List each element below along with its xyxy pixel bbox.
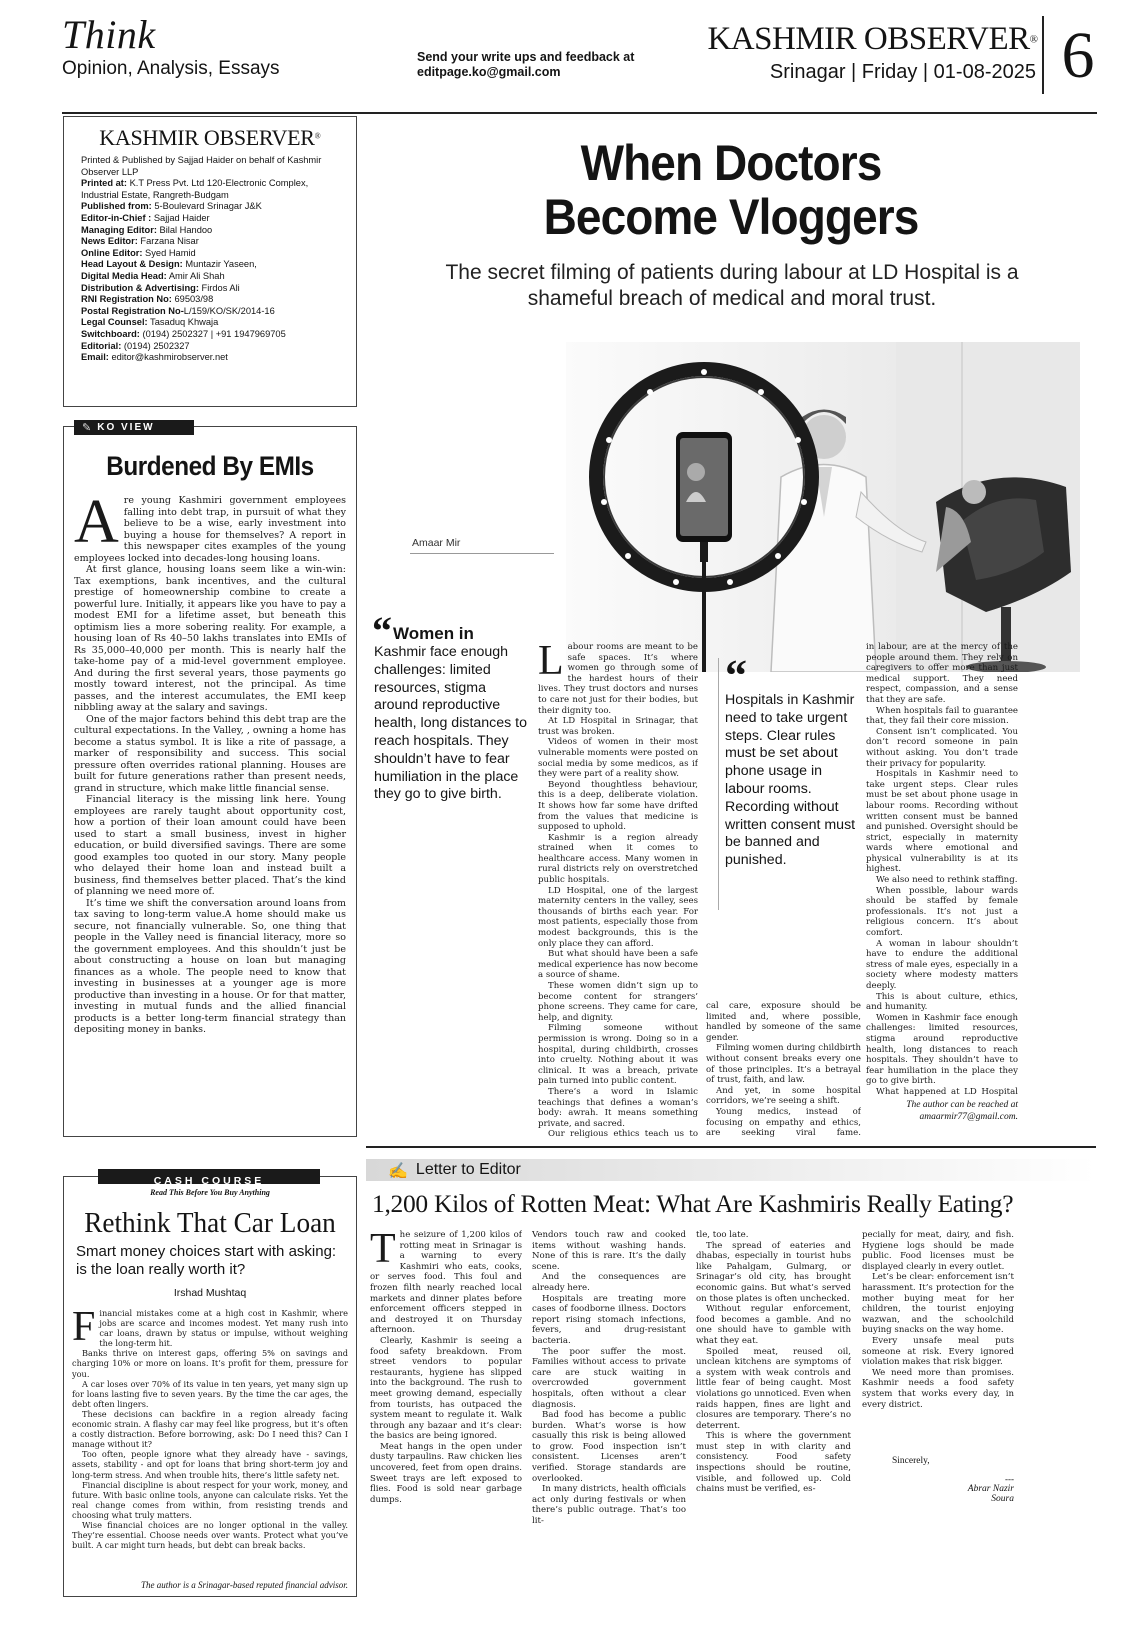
doctor-vlogging-illustration [566, 342, 1080, 672]
paragraph: Let’s be clear: enforcement isn’t harassment. It’s protection for the mother buying meat for her children, the tourist enjoying wazwan, and the schoolchild buying snacks on the way home. [862, 1272, 1014, 1336]
dateline: Srinagar | Friday | 01-08-2025 [769, 61, 1036, 83]
letter-column-1 [370, 1230, 522, 1598]
imprint-value: Amir Ali Shah [166, 270, 225, 281]
paper-logo [692, 22, 1038, 56]
paragraph: Beyond thoughtless behaviour, this is a deep, deliberate violation. It shows how far some have drifted from the values that medicine is supposed to uphold. [538, 779, 698, 833]
paragraph: In many districts, health officials act only during festivals or when there’s public outrage. That’s too lit- [532, 1484, 686, 1527]
signature-dash: --- [1005, 1474, 1014, 1484]
paragraph: These decisions can backfire in a region already facing economic strain. A flashy car may feel like progress, but it’s often a costly distraction. Before borrowing, ask: Do I need this? Can I manage without it? [72, 1408, 348, 1450]
paragraph: LD Hospital, one of the largest maternity centers in the valley, sees thousands of births each year. For most patients, especially those from modest backgrounds, this is the only place they can afford. [538, 885, 698, 949]
paragraph: We also need to rethink staffing. [876, 875, 1018, 886]
paragraph: cal care, exposure should be limited and, where possible, handled by someone of the same gender. [706, 1001, 861, 1043]
section-title: Think [62, 12, 156, 57]
ko-view-box [63, 421, 357, 1137]
pull-quote-lead: Women in [393, 624, 474, 643]
imprint-line [81, 248, 346, 260]
imprint-line [81, 317, 346, 329]
imprint-label: Digital Media Head: [81, 270, 167, 281]
paragraph: inancial mistakes come at a high cost in Kashmir, where jobs are scarce and incomes modest. Yet many rush into car loans, drawn by status or impulse, without weighing the long-term hit. [99, 1308, 348, 1349]
paragraph: The poor suffer the most. Families without access to private care are stuck waiting in overcrowded government hospitals, often without a clear diagnosis. [532, 1346, 686, 1410]
author-note [866, 1099, 1018, 1123]
paragraph: These women didn’t sign up to become content for strangers’ phone screens. They came for care, help, and dignity. [538, 981, 698, 1023]
lead-byline: Amaar Mir [412, 537, 461, 549]
pull-quote-right [718, 651, 862, 910]
imprint-value: editor@kashmirobserver.net [108, 352, 228, 363]
paragraph: Filming women during childbirth without consent breaks every one of those principles. It’s a betrayal of trust, faith, and law. [706, 1043, 861, 1086]
quote-icon: “ [725, 651, 747, 700]
paragraph: Videos of women in their most vulnerable moments were posted on social media by some medicos, as if they were part of a reality show. [538, 737, 698, 780]
paragraph: But what should have been a safe medical experience has now become a source of shame. [538, 949, 698, 981]
letter-author: Abrar Nazir [967, 1484, 1014, 1494]
imprint-label: Postal Registration No- [81, 305, 184, 316]
imprint-label: Online Editor: [81, 247, 143, 258]
lead-headline [366, 136, 1096, 244]
paragraph: abour rooms are meant to be safe spaces. It’s where women go through some of the hardest hours of their lives. They trust doctors and nurses to care not just for their bodies, but their dignity too. [538, 642, 698, 716]
imprint-value: Sajjad Haider [151, 212, 210, 223]
author-note-line: The author can be reached at [906, 1100, 1018, 1110]
imprint-lines [74, 155, 346, 364]
cash-course-tagline: Read This Before You Buy Anything [150, 1188, 270, 1197]
imprint-label: Managing Editor: [81, 224, 157, 235]
imprint-line [81, 283, 346, 295]
paragraph: Kashmir is a region already strained when it comes to healthcare access. Many women in rural districts rely on overstretched public hospitals. [538, 832, 698, 886]
imprint-line [81, 201, 346, 213]
drop-cap: A [74, 488, 119, 556]
imprint-value: Firdos Ali [198, 282, 240, 293]
lead-headline-line1: When Doctors [580, 135, 882, 191]
paragraph: in labour, are at the mercy of the people around them. They rely on caregivers to offer more than just medical support. They need respect, compassion, and a sense that they are safe. [866, 642, 1018, 705]
letter-headline: 1,200 Kilos of Rotten Meat: What Are Kashmiris Really Eating? [372, 1189, 1014, 1218]
imprint-label: Published from: [81, 201, 152, 212]
registered-mark: ® [314, 131, 321, 141]
imprint-label: Email: [81, 352, 109, 363]
letter-signoff-block [862, 1456, 1014, 1504]
paragraph: When hospitals fail to guarantee that, they fail their core mission. [866, 705, 1018, 727]
imprint-label: RNI Registration No: [81, 294, 172, 305]
feedback-email[interactable]: editpage.ko@gmail.com [417, 65, 561, 79]
paragraph: Financial discipline is about respect for your work, money, and future. With basic online tools, anyone can calculate risks. Yet the real change comes from within, from resisting trends and choosing what truly matters. [72, 1479, 348, 1520]
cash-course-box [63, 1176, 357, 1597]
imprint-line [81, 213, 346, 225]
lead-column-2 [706, 1001, 861, 1139]
paragraph: A car loses over 70% of its value in ten years, yet many sign up for loans lasting five to seven years. By the time the car ages, the debt often lingers. [72, 1378, 348, 1409]
pull-quote-text: Kashmir face enough challenges: limited resources, stigma around reproductive health, long distances to reach hospitals. They shouldn’t have to fear humiliation in the place they go to give birth. [374, 644, 528, 803]
imprint-line [81, 155, 346, 178]
paragraph: Financial literacy is the missing link here. Young employees are rarely taught about opportunity cost, how a portion of their loan amount could have been used to start a small business, invest in higher education, or build diversified savings. There are some good examples too quoted in our story. Many people who delayed their home loan and instead built a business, find themselves better placed. That’s the kind of planning we need more of. [74, 794, 346, 897]
paragraph: he seizure of 1,200 kilos of rotting meat in Srinagar is a warning to every Kashmiri who eats, cooks, or serves food. This foul and frozen filth nearly reached local markets and dinner plates before enforcement officers stepped in and destroyed it on Thursday afternoon. [370, 1230, 522, 1336]
imprint-value: Syed Hamid [142, 247, 196, 258]
paragraph: tle, too late. [696, 1230, 749, 1240]
paragraph: What happened at LD Hospital [876, 1086, 1018, 1097]
paragraph: A woman in labour shouldn’t have to endure the additional stress of male eyes, especially in a society where modesty matters deeply. [866, 938, 1018, 991]
paragraph: The spread of eateries and dhabas, especially in tourist hubs like Pahalgam, Gulmarg, or Srinagar’s old city, has brought economic gains. But what’s served on those plates is often unchecked. [696, 1240, 851, 1304]
paragraph: Young medics, instead of focusing on empathy and ethics, are seeking viral fame. [706, 1106, 861, 1139]
paper-name: KASHMIR OBSERVER [707, 21, 1030, 57]
pull-quote-text: Hospitals in Kashmir need to take urgent steps. Clear rules must be set about phone usage in labour rooms. Recording without written consent must be banned and punished. [725, 692, 856, 869]
lead-photo [566, 342, 1080, 672]
letter-tag [366, 1159, 1096, 1181]
imprint-line [81, 178, 346, 201]
letter-column-4 [862, 1230, 1014, 1450]
letter-tag-label: Letter to Editor [415, 1161, 521, 1178]
imprint-value: (0194) 2502327 | +91 1947969705 [139, 328, 286, 339]
cash-course-footnote: The author is a Srinagar-based reputed financial advisor. [141, 1580, 348, 1590]
paragraph: pecially for meat, dairy, and fish. Hygiene logs should be made public. Food licenses must be displayed clearly in every outlet. [862, 1230, 1014, 1272]
paragraph: This is where the government must step in with clarity and consistency. Food safety inspections should be routine, visible, and followed up. Cold chains must be verified, es- [696, 1431, 851, 1495]
paragraph: Wise financial choices are no longer optional in the valley. They’re essential. Choose needs over wants. Protect what you’ve built. A car might turn heads, but debt can break backs. [72, 1519, 348, 1551]
paragraph: Spoiled meat, reused oil, unclean kitchens are symptoms of a system with weak controls and little fear of being caught. Most violations go unnoticed. Even when raids happen, fines are light and closures are temporary. There’s no deterrent. [696, 1346, 851, 1431]
paragraph: This is about culture, ethics, and humanity. [866, 991, 1018, 1013]
cash-course-body [72, 1304, 348, 1551]
pen-icon: ✎ [82, 421, 92, 434]
section-subtitle: Opinion, Analysis, Essays [62, 58, 280, 79]
paragraph: Banks thrive on interest gaps, offering 5% on savings and charging 10% or more on loans. It’s profit for them, pressure for you. [72, 1348, 348, 1379]
paragraph: re young Kashmiri government employees falling into debt trap, in pursuit of what they believe to be a wise, early investment into buying a house for themselves? A report in this newspaper cites examples of the young employees locked into decades-long housing loans. [74, 495, 346, 564]
cash-course-headline: Rethink That Car Loan [84, 1207, 336, 1239]
imprint-label: Distribution & Advertising: [81, 282, 199, 293]
lead-headline-line2: Become Vloggers [543, 189, 919, 245]
cash-course-label: CASH COURSE [153, 1175, 265, 1187]
lead-deck: The secret filming of patients during labour at LD Hospital is a shameful breach of medical and moral trust. [445, 261, 1019, 310]
paragraph: Consent isn’t complicated. You don’t record someone in pain without asking. You don’t trade their privacy for popularity. [866, 726, 1018, 769]
imprint-line [81, 225, 346, 237]
paragraph: Every unsafe meal puts someone at risk. Every ignored violation makes that risk bigger. [862, 1335, 1014, 1368]
imprint-line [81, 341, 346, 353]
imprint-value: L/159/KO/SK/2014-16 [183, 305, 275, 316]
lead-column-3 [866, 642, 1018, 1098]
ko-view-paragraphs [74, 488, 346, 1036]
cash-course-tag [98, 1169, 320, 1187]
registered-mark: ® [1029, 33, 1038, 46]
imprint-label: Legal Counsel: [81, 317, 148, 328]
paragraph: Filming someone without permission is wrong. Doing so in a hospital, during childbirth, crosses into cruelty. Nothing about it was clinical. It was a breach, private pain turned into public content. [538, 1023, 698, 1087]
drop-cap: L [538, 642, 564, 684]
imprint-label: News Editor: [81, 236, 138, 247]
drop-cap: F [72, 1304, 96, 1350]
cash-course-byline: Irshad Mushtaq [173, 1287, 247, 1299]
imprint-line [81, 306, 346, 318]
imprint-value: K.T Press Pvt. Ltd 120-Electronic Complex, Industrial Estate, Rangreth-Budgam [81, 178, 309, 200]
imprint-value: 69503/98 [171, 294, 214, 305]
writing-hand-icon: ✍ [388, 1160, 408, 1180]
paragraph: Hospitals in Kashmir need to take urgent steps. Clear rules must be set about phone usage in labour rooms. Recording without written consent must be banned and punished. Oversight should be strict, especially in maternity wards where emotional and physical vulnerability is at its highest. [866, 769, 1018, 875]
imprint-line [81, 329, 346, 341]
imprint-logo [74, 125, 346, 151]
lead-column-1 [538, 642, 698, 1140]
imprint-value: Farzana Nisar [137, 236, 199, 247]
paragraph: It’s time we shift the conversation around loans from tax saving to long-term value.A home should make us secure, not financially vulnerable. So, one thing that people in the Valley need is financial literacy, more so the government employees. And this shouldn’t just be about constructing a house on loan but managing finances as a whole. The people need to know that investing in businesses at a younger age is more productive than investing in a house. Or for that matter, investing in mutual funds and the allied financial products is a better long-term financial strategy than depositing money in banks. [74, 897, 346, 1035]
page-number: 6 [1061, 19, 1095, 92]
imprint-line [81, 259, 346, 271]
imprint-value: Tasaduq Khwaja [147, 317, 219, 328]
imprint-value: 5-Boulevard Srinagar J&K [151, 201, 262, 212]
paragraph: Women in Kashmir face enough challenges: limited resources, stigma around reproductive health, long distances to reach hospitals. They shouldn’t have to fear humiliation in the place they go to give birth. [866, 1012, 1018, 1087]
imprint-label: Printed at: [81, 178, 127, 189]
paragraph: And yet, in some hospital corridors, we’re seeing a shift. [706, 1085, 861, 1107]
imprint-value: Muntazir Yaseen, [182, 259, 257, 270]
paragraph: Meat hangs in the open under dusty tarpaulins. Raw chicken lies uncovered, feet from open drains. Sweet trays are left exposed to flies. Food is sold near garbage dumps. [370, 1441, 522, 1505]
feedback-line: Send your write ups and feedback at [417, 50, 635, 64]
paragraph: Bad food has become a public burden. What’s worse is how casually this risk is being allowed to grow. Food inspection isn’t consistent. Licenses aren’t verified. Storage standards are overlooked. [532, 1410, 686, 1484]
masthead-divider-vertical [1042, 16, 1044, 94]
cash-course-paragraphs [72, 1304, 348, 1551]
imprint-line [81, 271, 346, 283]
author-email[interactable]: amaarmir77@gmail.com. [919, 1112, 1018, 1122]
ko-view-body [74, 488, 346, 1036]
ko-view-tag [74, 420, 194, 435]
section-rule [366, 1146, 1096, 1148]
pull-quote-left [372, 608, 532, 804]
imprint-label: Editorial: [81, 340, 122, 351]
paragraph: There’s a word in Islamic teachings that defines a woman’s body: awrah. It means something private, and sacred. [538, 1086, 698, 1129]
ko-view-headline: Burdened By EMIs [106, 451, 314, 481]
imprint-line [81, 236, 346, 248]
imprint-line [81, 294, 346, 306]
paragraph: And the consequences are already here. [532, 1272, 686, 1293]
imprint-label: Switchboard: [81, 328, 140, 339]
paragraph: At LD Hospital in Srinagar, that trust was broken. [538, 716, 698, 737]
paragraph: Too often, people ignore what they already have - savings, assets, stability - and opt for loans that bring short-term joy and long-term stress. And when trouble hits, there’s little safety net. [72, 1449, 348, 1480]
imprint-logo-text: KASHMIR OBSERVER [99, 125, 315, 150]
paragraph: Hospitals are treating more cases of foodborne illness. Doctors report rising stomach infections, fevers, and drug-resistant bacteria. [532, 1293, 686, 1346]
imprint-box [63, 116, 357, 407]
letter-location: Soura [991, 1494, 1014, 1504]
ko-view-label: KO VIEW [97, 422, 155, 433]
drop-cap: T [370, 1230, 396, 1272]
paragraph: Our religious ethics teach us to [548, 1129, 698, 1140]
paragraph: Without regular enforcement, food becomes a gamble. And no one should have to gamble with what they eat. [696, 1304, 851, 1346]
section-header [62, 14, 362, 84]
masthead-rule [62, 112, 1097, 114]
paragraph: When possible, labour wards should be staffed by female professionals. It’s not just a religious concern. It’s about comfort. [866, 885, 1018, 939]
paragraph: One of the major factors behind this debt trap are the cultural expectations. In the Valley, , owning a home has become a status symbol. It is like a rite of passage, a marker of responsibility and success. This social pressure often overrides rational planning. Houses are built for future generations rather than present needs, grand in structure, which make little financial sense. [74, 713, 346, 794]
imprint-value: (0194) 2502327 [121, 340, 190, 351]
imprint-label: Editor-in-Chief : [81, 212, 152, 223]
paragraph: Vendors touch raw and cooked items without washing hands. None of this is rare. It’s the daily scene. [532, 1230, 686, 1272]
imprint-label: Head Layout & Design: [81, 259, 183, 270]
byline-rule [410, 553, 554, 554]
letter-signoff: Sincerely, [892, 1456, 930, 1466]
imprint-value: Bilal Handoo [156, 224, 213, 235]
letter-column-3 [696, 1230, 851, 1598]
cash-course-deck: Smart money choices start with asking: is the loan really worth it? [76, 1243, 337, 1278]
quote-icon: “ [372, 608, 392, 653]
paragraph: We need more than promises. Kashmir needs a food safety system that works every day, in every district. [862, 1367, 1014, 1410]
paragraph: Clearly, Kashmir is seeing a food safety breakdown. From street vendors to popular restaurants, hygiene has slipped into the background. The rush to meet growing demand, especially from tourists, has outpaced the system meant to regulate it. Walk through any bazaar and it’s clear: the basics are being ignored. [370, 1335, 522, 1442]
feedback-note [417, 50, 677, 80]
imprint-line [81, 352, 346, 364]
imprint-value: Printed & Published by Sajjad Haider on behalf of Kashmir Observer LLP [81, 155, 322, 177]
paragraph: At first glance, housing loans seem like a win-win: Tax exemptions, bank incentives, and the cultural prestige of homeownership combine to create a powerful lure. Initially, it appears like you have to pay a modest EMI for a lifetime asset, but beneath this optimism lies a more sobering reality. For example, a housing loan of Rs 40–50 lakhs translates into EMIs of Rs 35,000–40,000 per month. This is nearly half the take-home pay of a mid-level government employee. And during the first several years, those payments go mostly toward interest, not the principal. As time passes, and the interest accumulates, the EMI keep nibbling away at the salary and savings. [74, 564, 346, 713]
letter-column-2 [532, 1230, 686, 1598]
